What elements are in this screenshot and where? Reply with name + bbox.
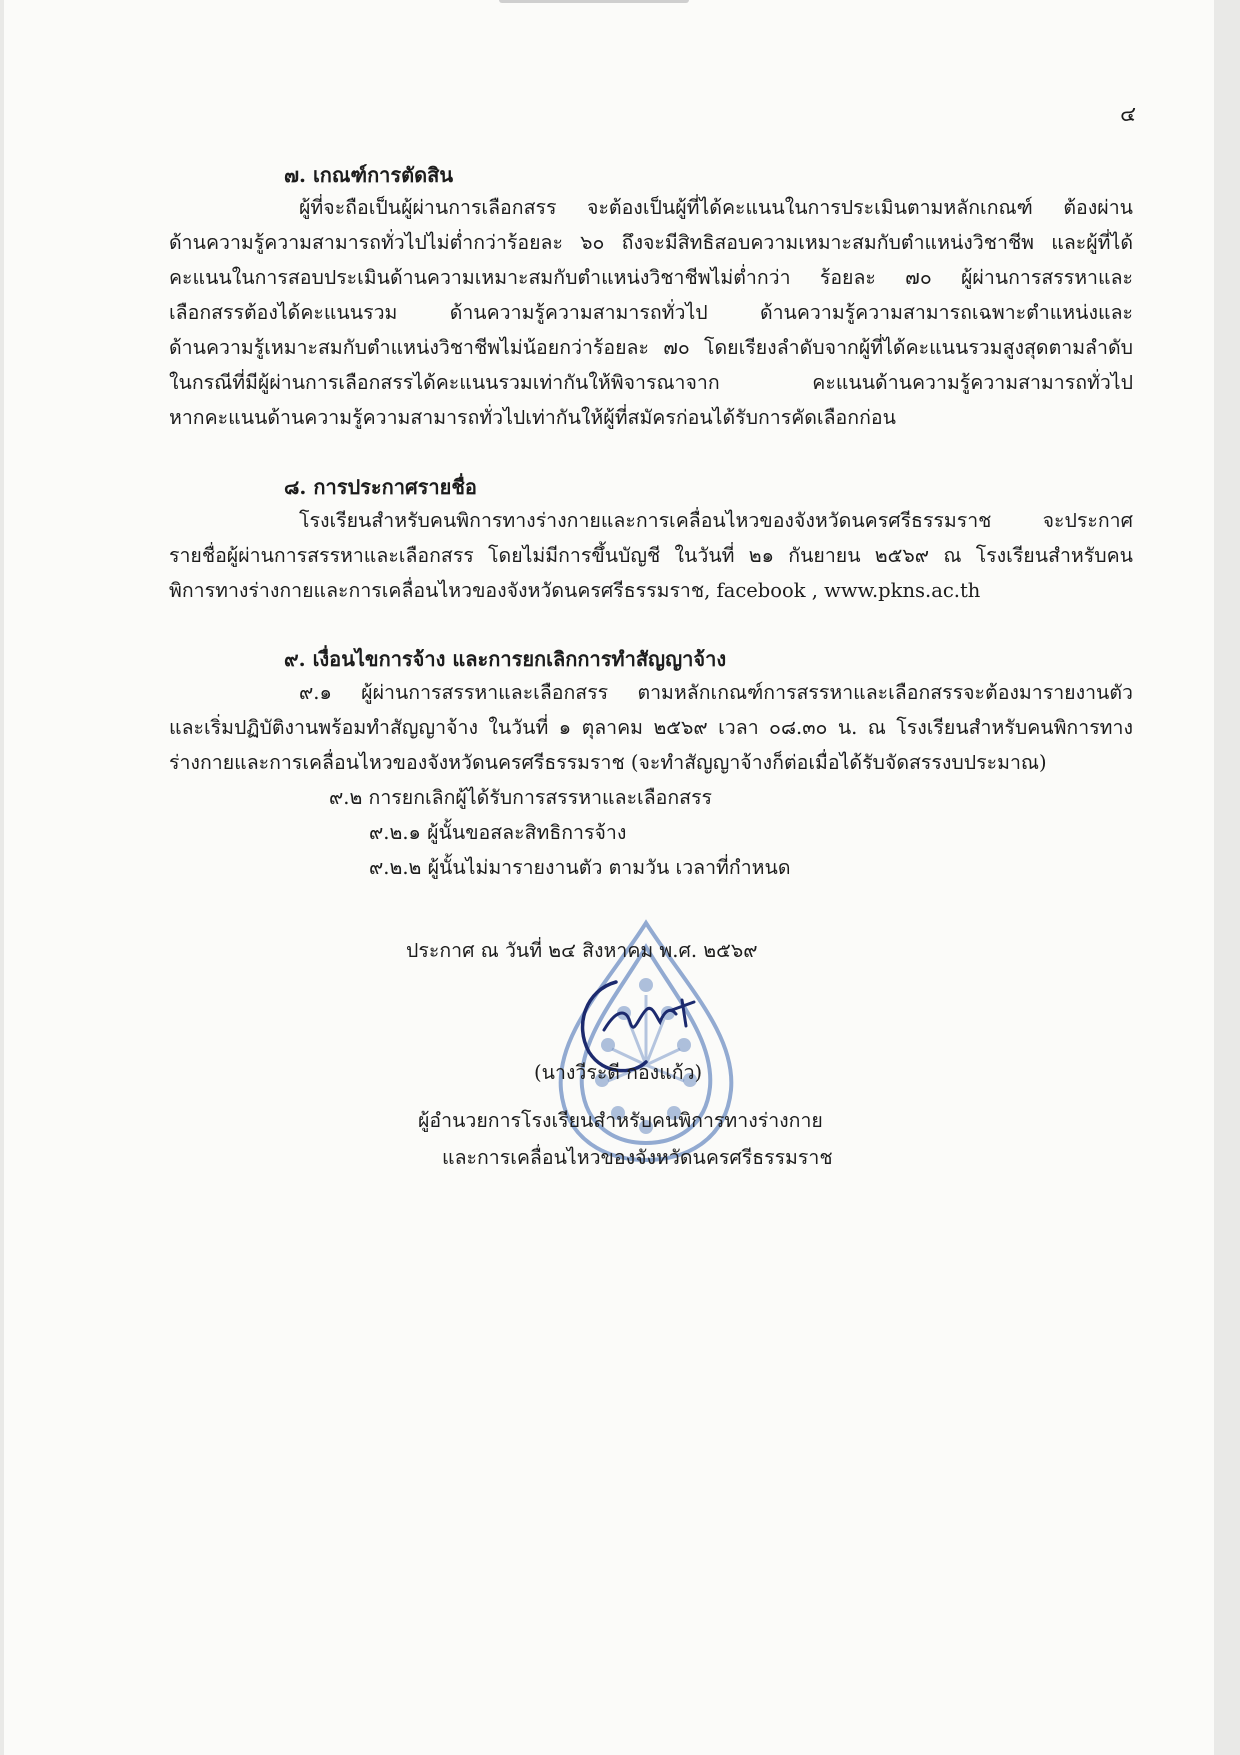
section-7-line-4: เลือกสรรต้องได้คะแนนรวม ด้านความรู้ความสามารถทั่วไป ด้านความรู้ความสามารถเฉพาะตำแหน่งและ <box>169 301 1133 324</box>
section-7-body <box>169 190 1133 435</box>
section-9-line-2: และเริ่มปฏิบัติงานพร้อมทำสัญญาจ้าง ในวันที่ ๑ ตุลาคม ๒๕๖๙ เวลา ๐๘.๓๐ น. ณ โรงเรียนสำหรับคนพิการทาง <box>169 716 1133 739</box>
section-7-heading: ๗. เกณฑ์การตัดสิน <box>284 163 454 187</box>
section-8-line-2: รายชื่อผู้ผ่านการสรรหาและเลือกสรร โดยไม่มีการขึ้นบัญชี ในวันที่ ๒๑ กันยายน ๒๕๖๙ ณ โรงเรียนสำหรับคน <box>169 544 1133 567</box>
section-7-line-6: ในกรณีที่มีผู้ผ่านการเลือกสรรได้คะแนนรวมเท่ากันให้พิจารณาจาก คะแนนด้านความรู้ความสามารถทั่วไป <box>169 371 1133 394</box>
section-8-heading: ๘. การประกาศรายชื่อ <box>284 475 477 499</box>
scan-edge-mark <box>499 0 689 3</box>
section-8-line-1: โรงเรียนสำหรับคนพิการทางร่างกายและการเคลื่อนไหวของจังหวัดนครศรีธรรมราช จะประกาศ <box>299 509 1133 532</box>
section-9-body <box>169 675 1133 885</box>
section-9-line-1: ๙.๑ ผู้ผ่านการสรรหาและเลือกสรร ตามหลักเกณฑ์การสรรหาและเลือกสรรจะต้องมารายงานตัว <box>299 681 1133 704</box>
section-8-line-3: พิการทางร่างกายและการเคลื่อนไหวของจังหวัดนครศรีธรรมราช, facebook , www.pkns.ac.th <box>169 579 981 602</box>
page-number: ๔ <box>1120 102 1136 126</box>
document-page <box>4 0 1214 1755</box>
signature-block <box>374 915 934 1235</box>
section-7-line-2: ด้านความรู้ความสามารถทั่วไปไม่ต่ำกว่าร้อยละ ๖๐ ถึงจะมีสิทธิสอบความเหมาะสมกับตำแหน่งวิชาชีพ และผู้ที่ได้ <box>169 231 1133 254</box>
section-8-body <box>169 503 1133 608</box>
signatory-position-line-1: ผู้อำนวยการโรงเรียนสำหรับคนพิการทางร่างกาย <box>418 1109 823 1132</box>
section-9-line-6: ๙.๒.๒ ผู้นั้นไม่มารายงานตัว ตามวัน เวลาที่กำหนด <box>369 856 791 879</box>
section-9-line-3: ร่างกายและการเคลื่อนไหวของจังหวัดนครศรีธรรมราช (จะทำสัญญาจ้างก็ต่อเมื่อได้รับจัดสรรงบประมาณ) <box>169 751 1047 774</box>
section-9-heading: ๙. เงื่อนไขการจ้าง และการยกเลิกการทำสัญญาจ้าง <box>284 647 727 671</box>
section-9-line-5: ๙.๒.๑ ผู้นั้นขอสละสิทธิการจ้าง <box>369 821 627 844</box>
signatory-name: (นางวีระดี กองแก้ว) <box>534 1061 703 1084</box>
signatory-position-line-2: และการเคลื่อนไหวของจังหวัดนครศรีธรรมราช <box>442 1146 833 1169</box>
section-7-line-5: ด้านความรู้เหมาะสมกับตำแหน่งวิชาชีพไม่น้อยกว่าร้อยละ ๗๐ โดยเรียงลำดับจากผู้ที่ได้คะแนนรวมสูงสุดตามลำดับ <box>169 336 1133 359</box>
section-9-line-4: ๙.๒ การยกเลิกผู้ได้รับการสรรหาและเลือกสรร <box>329 786 713 809</box>
announcement-date: ประกาศ ณ วันที่ ๒๔ สิงหาคม พ.ศ. ๒๕๖๙ <box>406 939 758 962</box>
section-7-line-3: คะแนนในการสอบประเมินด้านความเหมาะสมกับตำแหน่งวิชาชีพไม่ต่ำกว่า ร้อยละ ๗๐ ผู้ผ่านการสรรหาและ <box>169 266 1133 289</box>
section-7-line-1: ผู้ที่จะถือเป็นผู้ผ่านการเลือกสรร จะต้องเป็นผู้ที่ได้คะแนนในการประเมินตามหลักเกณฑ์ ต้องผ่าน <box>299 196 1133 219</box>
section-7-line-7: หากคะแนนด้านความรู้ความสามารถทั่วไปเท่ากันให้ผู้ที่สมัครก่อนได้รับการคัดเลือกก่อน <box>169 406 896 429</box>
